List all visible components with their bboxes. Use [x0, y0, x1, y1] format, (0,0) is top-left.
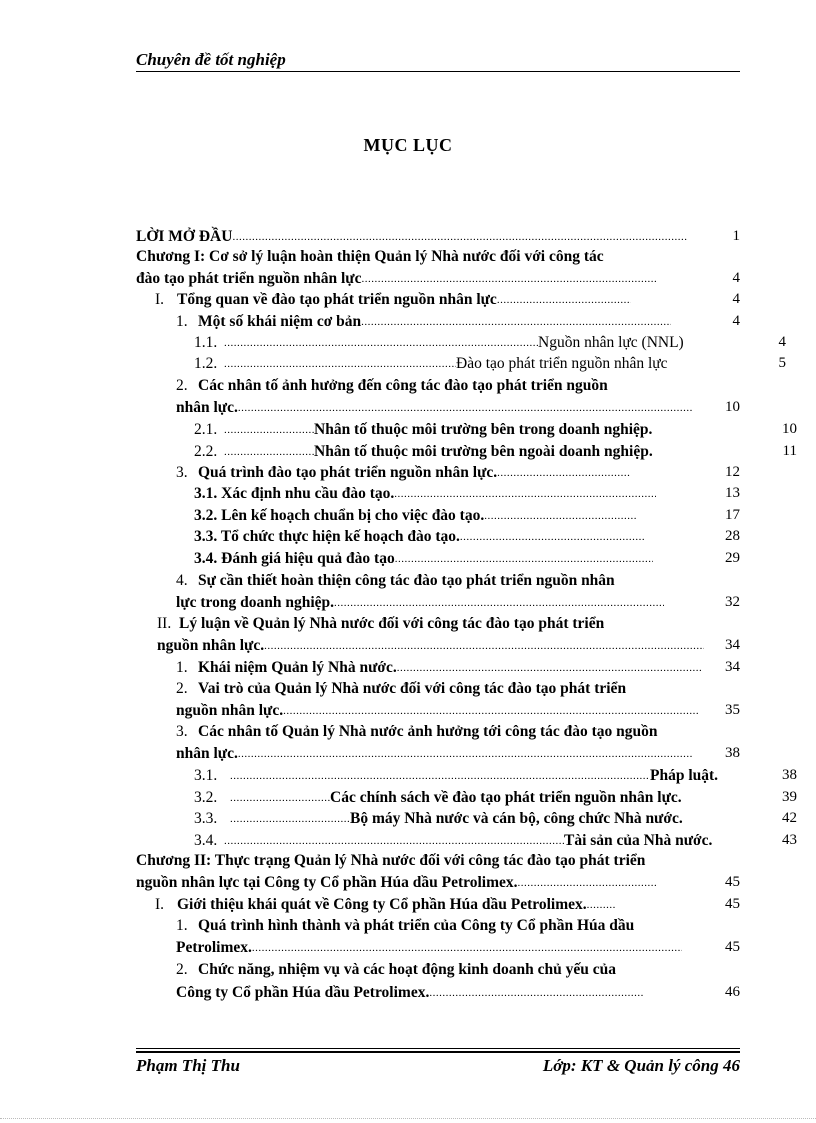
- toc-page-number: 38: [725, 745, 740, 761]
- toc-page-number: 4: [732, 291, 740, 307]
- toc-entry[interactable]: [155, 894, 615, 915]
- toc-entry[interactable]: [176, 700, 698, 721]
- toc-entry-number: 2.: [176, 680, 188, 697]
- toc-entry-number: 2.2.: [194, 443, 218, 460]
- toc-entry[interactable]: [176, 462, 631, 483]
- toc-entry-number: 1.2.: [194, 355, 218, 372]
- toc-entry-text: Đào tạo phát triển nguồn nhân lực: [456, 355, 668, 372]
- toc-entry-text: Pháp luật.: [650, 767, 719, 784]
- toc-page-number: 4: [778, 334, 786, 350]
- toc-entry-text: Sự cần thiết hoàn thiện công tác đào tạo phát triển nguồn nhân: [198, 572, 615, 589]
- toc-entry-number: 1.1.: [194, 334, 218, 351]
- toc-page-number: 46: [725, 984, 740, 1000]
- toc-entry[interactable]: [136, 226, 687, 247]
- toc-entry-text: Quá trình hình thành và phát triển của Công ty Cổ phần Húa dầu: [198, 917, 635, 934]
- footer-author: Phạm Thị Thu: [136, 1056, 240, 1075]
- toc-entry-text: Các nhân tố Quản lý Nhà nước ảnh hưởng tới công tác đào tạo nguồn: [198, 723, 658, 740]
- toc-entry[interactable]: [136, 247, 604, 267]
- toc-entry-text: 3.1. Xác định nhu cầu đào tạo.: [194, 485, 395, 502]
- toc-page-number: 17: [725, 507, 740, 523]
- toc-page-number: 13: [725, 485, 740, 501]
- toc-entry-number: 1.: [176, 917, 188, 934]
- toc-entry[interactable]: [194, 548, 653, 569]
- toc-page-number: 45: [725, 896, 740, 912]
- toc-entry-text: nhân lực.: [176, 399, 238, 416]
- toc-entry[interactable]: [157, 635, 704, 656]
- toc-entry-number: 3.1.: [194, 767, 218, 784]
- toc-entry-number: 1.: [176, 313, 188, 330]
- toc-entry[interactable]: [176, 960, 616, 980]
- toc-entry[interactable]: [194, 787, 682, 808]
- toc-entry-text: lực trong doanh nghiệp.: [176, 594, 335, 611]
- toc-entry-text: nguồn nhân lực tại Công ty Cổ phần Húa dầu Petrolimex.: [136, 874, 518, 891]
- toc-page-number: 12: [725, 464, 740, 480]
- toc-entry-number: 3.3.: [194, 810, 218, 827]
- toc-entry-text: Nhân tố thuộc môi trường bên trong doanh nghiệp.: [314, 421, 653, 438]
- toc-entry-text: Chức năng, nhiệm vụ và các hoạt động kinh doanh chủ yếu của: [198, 961, 617, 978]
- toc-entry[interactable]: [176, 916, 634, 936]
- toc-entry-text: Bộ máy Nhà nước và cán bộ, công chức Nhà nước.: [350, 810, 683, 827]
- toc-page-number: 32: [725, 594, 740, 610]
- toc-entry[interactable]: [176, 397, 693, 418]
- toc-page-number: 42: [782, 810, 797, 826]
- toc-entry[interactable]: [155, 289, 631, 310]
- toc-entry-number: I.: [155, 291, 165, 308]
- toc-entry-text: LỜI MỞ ĐẦU: [136, 228, 233, 245]
- toc-entry[interactable]: [176, 311, 671, 332]
- toc-entry-number: 2.: [176, 961, 188, 978]
- toc-entry-number: 4.: [176, 572, 188, 589]
- toc-entry-number: 3.: [176, 464, 188, 481]
- page-boundary: [0, 1118, 816, 1119]
- toc-entry[interactable]: [194, 332, 684, 353]
- toc-entry-number: 3.4.: [194, 832, 218, 849]
- toc-entry[interactable]: [194, 353, 668, 374]
- toc-entry[interactable]: [176, 937, 682, 958]
- toc-page-number: 5: [778, 355, 786, 371]
- toc-entry-text: Công ty Cổ phần Húa dầu Petrolimex.: [176, 984, 430, 1001]
- toc-entry-text: 3.2. Lên kế hoạch chuẩn bị cho việc đào tạo.: [194, 507, 485, 524]
- header-title: Chuyên đề tốt nghiệp: [136, 50, 286, 69]
- toc-entry-text: Tài sản của Nhà nước.: [564, 832, 713, 849]
- toc-entry-text: Nhân tố thuộc môi trường bên ngoài doanh nghiệp.: [314, 443, 653, 460]
- toc-entry[interactable]: [157, 614, 604, 634]
- toc-entry-text: nguồn nhân lực.: [157, 637, 265, 654]
- toc-entry[interactable]: [136, 872, 658, 893]
- toc-entry-text: nhân lực.: [176, 745, 238, 762]
- toc-entry-text: Lý luận về Quản lý Nhà nước đối với công tác đào tạo phát triển: [179, 615, 605, 632]
- toc-entry[interactable]: [194, 419, 652, 440]
- toc-page-number: 10: [782, 421, 797, 437]
- toc-entry[interactable]: [194, 505, 636, 526]
- toc-entry-text: Một số khái niệm cơ bản: [198, 313, 362, 330]
- toc-entry[interactable]: [176, 592, 664, 613]
- toc-page-number: 45: [725, 939, 740, 955]
- toc-entry[interactable]: [194, 526, 644, 547]
- toc-entry[interactable]: [176, 679, 626, 699]
- toc-entry[interactable]: [176, 982, 644, 1003]
- toc-page-number: 35: [725, 702, 740, 718]
- toc-entry-number: 3.2.: [194, 789, 218, 806]
- footer-rule: [136, 1048, 740, 1049]
- toc-page-number: 11: [782, 443, 797, 459]
- toc-page-number: 43: [782, 832, 797, 848]
- header-rule: [136, 71, 740, 72]
- toc-page-number: 29: [725, 550, 740, 566]
- toc-entry-text: Các chính sách về đào tạo phát triển nguồn nhân lực.: [330, 789, 682, 806]
- page-title: MỤC LỤC: [363, 135, 453, 155]
- toc-page-number: 1: [732, 228, 740, 244]
- toc-entry-text: Chương I: Cơ sở lý luận hoàn thiện Quản lý Nhà nước đối với công tác: [136, 248, 604, 265]
- toc-entry[interactable]: [176, 657, 702, 678]
- toc-entry-number: II.: [157, 615, 172, 632]
- toc-entry-text: nguồn nhân lực.: [176, 702, 284, 719]
- toc-page-number: 28: [725, 528, 740, 544]
- toc-entry-text: Giới thiệu khái quát về Công ty Cổ phần Húa dầu Petrolimex.: [177, 896, 587, 913]
- toc-entry[interactable]: [194, 830, 712, 851]
- toc-page-number: 38: [782, 767, 797, 783]
- toc-entry[interactable]: [176, 722, 658, 742]
- toc-entry-number: 1.: [176, 659, 188, 676]
- toc-entry[interactable]: [194, 483, 656, 504]
- toc-entry-number: 3.: [176, 723, 188, 740]
- toc-entry[interactable]: [176, 743, 693, 764]
- toc-entry[interactable]: [176, 376, 608, 396]
- toc-entry-text: đào tạo phát triển nguồn nhân lực: [136, 270, 362, 287]
- toc-entry[interactable]: [176, 571, 615, 591]
- toc-entry-text: Petrolimex.: [176, 939, 252, 956]
- toc-page-number: 34: [725, 659, 740, 675]
- footer-rule: [136, 1051, 740, 1053]
- toc-entry-text: Chương II: Thực trạng Quản lý Nhà nước đối với công tác đào tạo phát triển: [136, 852, 646, 869]
- toc-entry[interactable]: [136, 851, 645, 871]
- toc-entry[interactable]: [194, 765, 718, 786]
- toc-entry-text: Khái niệm Quản lý Nhà nước.: [198, 659, 397, 676]
- toc-entry-text: Vai trò của Quản lý Nhà nước đối với công tác đào tạo phát triển: [198, 680, 627, 697]
- toc-page-number: 34: [725, 637, 740, 653]
- toc-page-number: 45: [725, 874, 740, 890]
- toc-entry-number: 2.: [176, 377, 188, 394]
- toc-entry[interactable]: [194, 808, 683, 829]
- toc-entry-text: Các nhân tố ảnh hưởng đến công tác đào tạo phát triển nguồn: [198, 377, 608, 394]
- toc-page-number: 39: [782, 789, 797, 805]
- toc-page-number: 10: [725, 399, 740, 415]
- toc-entry-text: 3.3. Tổ chức thực hiện kế hoạch đào tạo.: [194, 528, 460, 545]
- toc-entry-number: I.: [155, 896, 165, 913]
- toc-entry-text: Nguồn nhân lực (NNL): [538, 334, 684, 351]
- toc-entry[interactable]: [136, 268, 658, 289]
- toc-entry-text: Tổng quan về đào tạo phát triển nguồn nhân lực: [177, 291, 497, 308]
- toc-entry-text: Quá trình đào tạo phát triển nguồn nhân lực.: [198, 464, 498, 481]
- toc-page-number: 4: [732, 313, 740, 329]
- toc-entry[interactable]: [194, 441, 653, 462]
- toc-page-number: 4: [732, 270, 740, 286]
- footer-class: Lớp: KT & Quản lý công 46: [542, 1056, 740, 1075]
- toc-entry-number: 2.1.: [194, 421, 218, 438]
- toc-entry-text: 3.4. Đánh giá hiệu quả đào tạo: [194, 550, 395, 567]
